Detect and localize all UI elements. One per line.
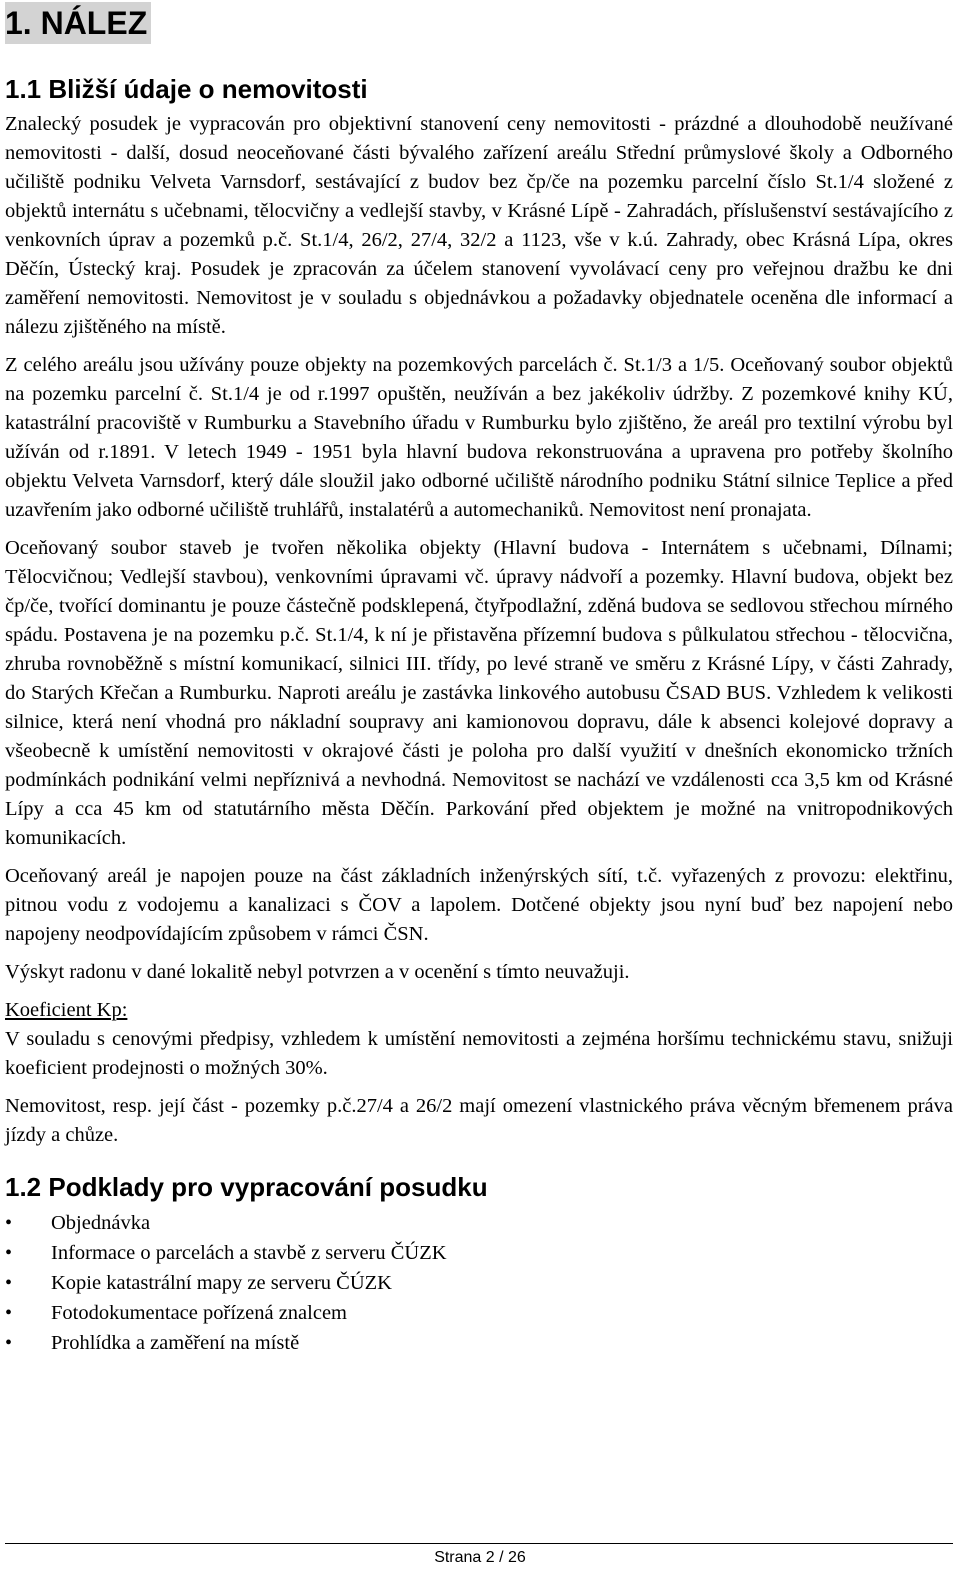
bullet-icon: • bbox=[5, 1242, 13, 1264]
page-number: Strana 2 / 26 bbox=[434, 1549, 526, 1566]
paragraph-utilities: Oceňovaný areál je napojen pouze na část základních inženýrských sítí, t.č. vyřazených z provozu: elektřinu, pitnou vodu z vodojemu a kanalizaci s ČOV a lapolem. Dotčené objekty jsou nyní buď bez napojení nebo napojeny neodpovídajícím způsobem v rámci ČSN. bbox=[5, 865, 953, 945]
list-item-text: Kopie katastrální mapy ze serveru ČÚZK bbox=[51, 1272, 392, 1294]
chapter-heading: 1. NÁLEZ bbox=[5, 2, 151, 44]
bullet-icon: • bbox=[5, 1302, 13, 1324]
kp-label bbox=[5, 996, 953, 1025]
list-item bbox=[5, 1208, 953, 1238]
list-item-text: Informace o parcelách a stavbě z serveru ČÚZK bbox=[51, 1242, 447, 1264]
document-page bbox=[5, 0, 953, 1358]
list-item-text: Fotodokumentace pořízená znalcem bbox=[51, 1302, 347, 1324]
paragraph-radon: Výskyt radonu v dané lokalitě nebyl potvrzen a v ocenění s tímto neuvažuji. bbox=[5, 961, 630, 983]
sources-list bbox=[5, 1208, 953, 1358]
paragraph-history: Z celého areálu jsou užívány pouze objekty na pozemkových parcelách č. St.1/3 a 1/5. Oceňovaný soubor objektů na pozemku parcelní č. St.1/4 je od r.1997 opuštěn, neužíván a bez jakékoliv údržby. Z pozemkové knihy KÚ, katastrální pracoviště v Rumburku a Stavebního úřadu v Rumburku bylo zjištěno, že areál pro textilní výrobu byl užíván od r.1891. V letech 1949 - 1951 byla hlavní budova rekonstruována a upravena pro potřeby školního objektu Velveta Varnsdorf, který dále sloužil jako odborné učiliště národního podniku Státní silnice Teplice a před uzavřením jako odborné učiliště truhlářů, instalatérů a automechaniků. Nemovitost není pronajata. bbox=[5, 354, 953, 521]
list-item bbox=[5, 1298, 953, 1328]
list-item bbox=[5, 1268, 953, 1298]
section-heading-property-details: 1.1 Bližší údaje o nemovitosti bbox=[5, 74, 368, 104]
list-item-text: Prohlídka a zaměření na místě bbox=[51, 1332, 300, 1354]
list-item-text: Objednávka bbox=[51, 1212, 151, 1234]
list-item bbox=[5, 1328, 953, 1358]
bullet-icon: • bbox=[5, 1272, 13, 1294]
section-heading-sources: 1.2 Podklady pro vypracování posudku bbox=[5, 1172, 488, 1202]
paragraph-purpose: Znalecký posudek je vypracován pro objektivní stanovení ceny nemovitosti - prázdné a dlouhodobě neužívané nemovitosti - další, dosud neoceňované části bývalého zařízení areálu Střední průmyslové školy a Odborného učiliště podniku Velveta Varnsdorf, sestávající z budov bez čp/če na pozemku parcelní číslo St.1/4 složené z objektů internátu s učebnami, tělocvičny a vedlejší stavby, v Krásné Lípě - Zahradách, příslušenství sestávajícího z venkovních úprav a pozemků p.č. St.1/4, 26/2, 27/4, 32/2 a 1123, vše v k.ú. Zahrady, obec Krásná Lípa, okres Děčín, Ústecký kraj. Posudek je zpracován za účelem stanovení vyvolávací ceny pro veřejnou dražbu ke dni zaměření nemovitosti. Nemovitost je v souladu s objednávkou a požadavky objednatele oceněna dle informací a nálezu zjištěného na místě. bbox=[5, 113, 953, 338]
footer-divider bbox=[5, 1543, 953, 1544]
bullet-icon: • bbox=[5, 1212, 13, 1234]
paragraph-easement: Nemovitost, resp. její část - pozemky p.č.27/4 a 26/2 mají omezení vlastnického práva věcným břemenem práva jízdy a chůze. bbox=[5, 1095, 953, 1146]
paragraph-kp: V souladu s cenovými předpisy, vzhledem k umístění nemovitosti a zejména horšímu technickému stavu, snižuji koeficient prodejnosti o možných 30%. bbox=[5, 1028, 953, 1079]
bullet-icon: • bbox=[5, 1332, 13, 1354]
paragraph-description: Oceňovaný soubor staveb je tvořen několika objekty (Hlavní budova - Internátem s učebnami, Dílnami; Tělocvičnou; Vedlejší stavbou), venkovními úpravami vč. úpravy nádvoří a pozemky. Hlavní budova, objekt bez čp/če, tvořící dominantu je pouze částečně podsklepená, čtyřpodlažní, zděná budova se sedlovou střechou mírného spádu. Postavena je na pozemku p.č. St.1/4, k ní je přistavěna přízemní budova s půlkulatou střechou - tělocvična, zhruba rovnoběžně s místní komunikací, silnici III. třídy, po levé straně ve směru z Krásné Lípy, v části Zahrady, do Starých Křečan a Rumburku. Naproti areálu je zastávka linkového autobusu ČSAD BUS. Vzhledem k velikosti silnice, která není vhodná pro nákladní soupravy ani kamionovou dopravu, dále k absenci kolejové dopravy a všeobecně k umístění nemovitosti v okrajové části je poloha pro další využití v dnešních ekonomicko tržních podmínkách podnikání velmi nepříznivá a nevhodná. Nemovitost se nachází ve vzdálenosti cca 3,5 km od Krásné Lípy a cca 45 km od statutárního města Děčín. Parkování před objektem je možné na vnitropodnikových komunikacích. bbox=[5, 537, 953, 849]
list-item bbox=[5, 1238, 953, 1268]
kp-label-text: Koeficient Kp: bbox=[5, 999, 128, 1021]
